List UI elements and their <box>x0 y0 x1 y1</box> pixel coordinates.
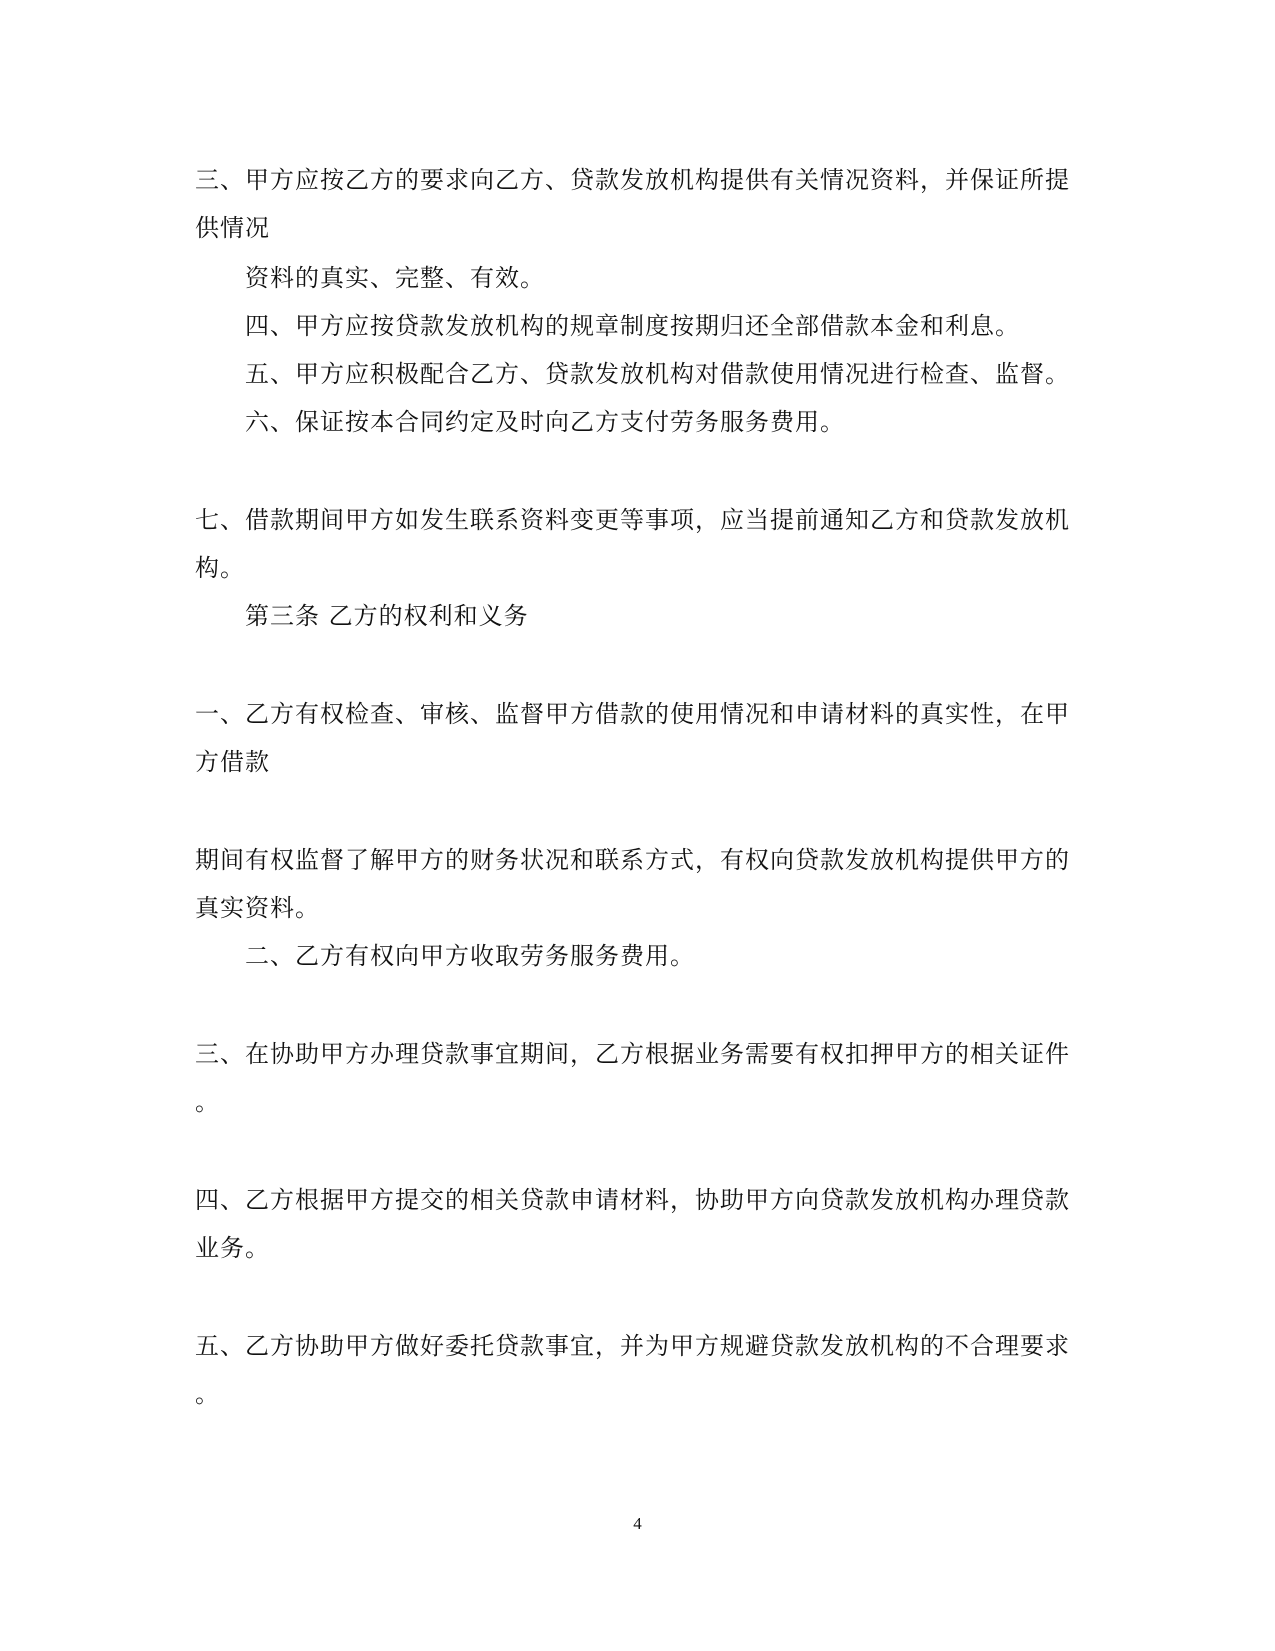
text-line: 四、乙方根据甲方提交的相关贷款申请材料，协助甲方向贷款发放机构办理贷款 <box>195 1186 1070 1214</box>
text-line: 三、甲方应按乙方的要求向乙方、贷款发放机构提供有关情况资料，并保证所提 <box>195 166 1070 194</box>
text-line: 二、乙方有权向甲方收取劳务服务费用。 <box>245 942 695 970</box>
text-line: 方借款 <box>195 748 270 776</box>
text-line: 构。 <box>195 554 245 582</box>
text-line: 一、乙方有权检查、审核、监督甲方借款的使用情况和申请材料的真实性，在甲 <box>195 700 1070 728</box>
text-line: 期间有权监督了解甲方的财务状况和联系方式，有权向贷款发放机构提供甲方的 <box>195 846 1070 874</box>
text-line: 六、保证按本合同约定及时向乙方支付劳务服务费用。 <box>245 408 845 436</box>
text-line: 五、乙方协助甲方做好委托贷款事宜，并为甲方规避贷款发放机构的不合理要求 <box>195 1332 1070 1360</box>
text-line: 。 <box>195 1088 220 1116</box>
text-line: 三、在协助甲方办理贷款事宜期间，乙方根据业务需要有权扣押甲方的相关证件 <box>195 1040 1070 1068</box>
text-line: 四、甲方应按贷款发放机构的规章制度按期归还全部借款本金和利息。 <box>245 312 1020 340</box>
text-line: 七、借款期间甲方如发生联系资料变更等事项，应当提前通知乙方和贷款发放机 <box>195 506 1070 534</box>
section-heading: 第三条 乙方的权利和义务 <box>245 602 529 630</box>
text-line: 资料的真实、完整、有效。 <box>245 264 545 292</box>
text-line: 真实资料。 <box>195 894 320 922</box>
text-line: 供情况 <box>195 214 270 242</box>
page-number: 4 <box>633 1514 642 1533</box>
text-line: 。 <box>195 1380 220 1408</box>
text-line: 业务。 <box>195 1234 270 1262</box>
text-line: 五、甲方应积极配合乙方、贷款发放机构对借款使用情况进行检查、监督。 <box>245 360 1070 388</box>
